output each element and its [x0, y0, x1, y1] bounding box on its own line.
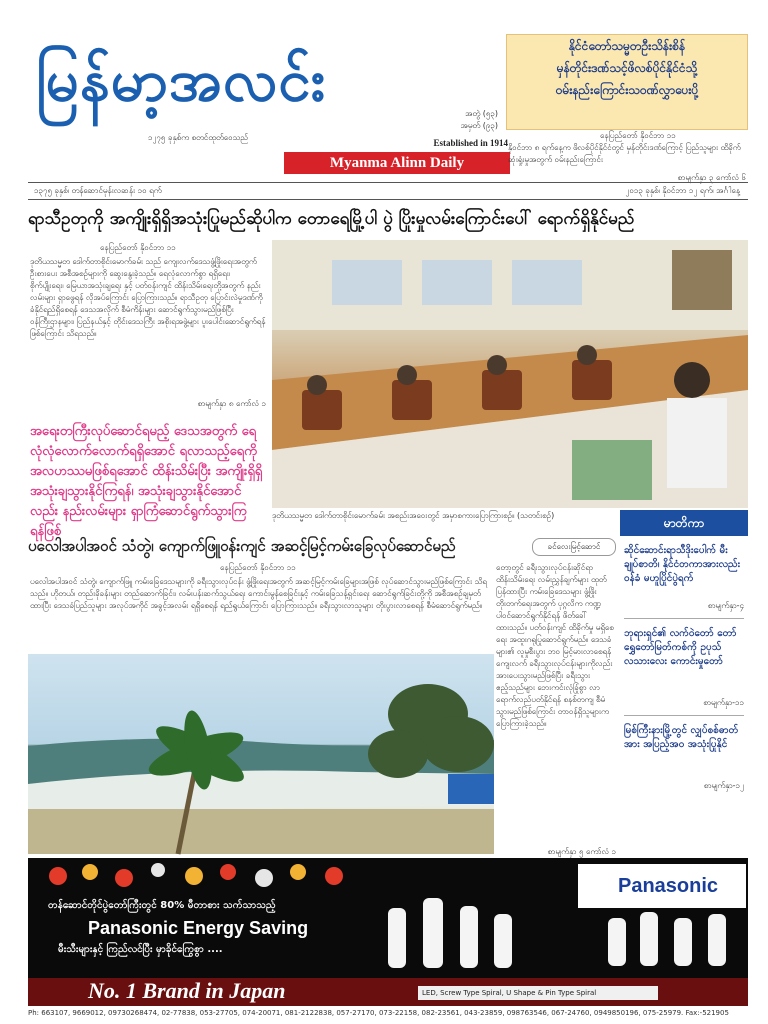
contents-sidebar: [620, 510, 748, 854]
promo-line-3: ဝမ်းနည်းကြောင်းသဝဏ်လွှာပေးပို့: [555, 83, 699, 97]
ad-slogan: No. 1 Brand in Japan: [88, 978, 286, 1003]
beach-photo: [28, 654, 494, 854]
second-byline: နေပြည်တော် နိုဝင်ဘာ ၁၁: [220, 563, 296, 572]
second-body-text: ပလေါအပါအဝင် သံတွဲ၊ ကျောက်ဖြူ ကမ်းခြေဒေသများကို ခရီးသွားလုပ်ငန်း ဖွံ့ဖြိုးရေးအတွက် အဆင့်မြင့်ကမ်းခြေများအဖြစ် လုပ်ဆောင်သွားမည်ဖြစ်ကြောင်း သိရသည်။ ဟိုတယ်၊ တည်းခိုခန်းများ တည်ဆောက်ခြင်း၊ လမ်းပန်းဆက်သွယ်ရေး ကောင်းမွန်စေခြင်းနှင့် ကမ်းခြေသန့်ရှင်းရေး ဆောင်ရွက်ခြင်းတို့ကို အစီအစဉ်ချမှတ်ထားပြီး ဒေသခံပြည်သူများ အလုပ်အကိုင် အခွင့်အလမ်း ရရှိစေရန် ရည်ရွယ်ကြောင်း ပြောကြားသည်။ ခရီးသွားလာသူများ တိုးပွားလာစေရန် စီမံဆောင်ရွက်မည်။: [30, 577, 487, 610]
meeting-photo-caption: ဒုတိယသမ္မတ ဒေါက်တာစိုင်းမောက်ခမ်း အစည်းအဝေးတွင် အမှာစကားပြောကြားစဉ်။ (သတင်းစဉ်): [272, 511, 555, 520]
contents-item-title: ဆိုင်ဆောင်းရာသီဒိုးပေါက် မီးချုပ်စာတိ၊ နိုင်ငံတကာအားလည်း ဝန်ခံ မဟူပြိုင်ပွဲရက်: [624, 545, 741, 584]
masthead-title: မြန်မာ့အလင်း: [36, 46, 327, 114]
ad-brand-logo: Panasonic: [618, 875, 719, 897]
ad-product-note: LED, Screw Type Spiral, U Shape & Pin Type Spiral: [422, 989, 597, 997]
promo-line-2: မှန်တိုင်းဒဏ်သင့်ဖိလစ်ပိုင်နိုင်ငံသို့: [556, 61, 698, 75]
main-headline: ရာသီဥတုကို အကျိုးရှိရှိအသုံးပြုမည်ဆိုပါက တောရေမြို့ပါ ပွဲ ပြိုးမှုလမ်းကြောင်းပေါ် ရောက်ရှိနိုင်မည်: [28, 209, 635, 229]
contents-item-ref: စာမျက်နှာ-၄: [707, 601, 744, 610]
contents-item[interactable]: [620, 619, 748, 709]
meeting-scene: [272, 240, 748, 508]
volume-number: အတွဲ (၅၃): [465, 109, 498, 118]
masthead-divider: [28, 182, 748, 183]
main-pullquote: အရေးတကြီးလုပ်ဆောင်ရမည့် ဒေသအတွက် ရေ လုံလုံလောက်လောက်ရရှိအောင် ရလာသည့်ရေကို အလဟဿမဖြစ်ရအောင် ထိန်းသိမ်းပြီး အကျိုးရှိရှိ အသုံးချသွားနိုင်ကြရန်၊ အသုံးချသွားနိုင်အောင်လည်း နည်းလမ်းများ ရှာကြံဆောင်ရွက်သွားကြရန်ဖြစ်: [30, 424, 263, 539]
contents-item-ref: စာမျက်နှာ-၁၂: [703, 781, 744, 790]
second-reporter-tag: ခင်လေးမြင့်ဆောင်: [532, 538, 616, 556]
ad-line-1: တန်ဆောင်တိုင်ပွဲတော်ကြီးတွင် 80% မီတာစား သက်သာသည့်: [48, 900, 276, 911]
issue-number: အမှတ် (၉၃): [460, 121, 498, 130]
promo-line-1: နိုင်ငံတော်သမ္မတဦးသိန်းစိန်: [568, 39, 686, 53]
panasonic-ad: [28, 858, 748, 1006]
contents-label: မာတိကာ: [620, 510, 748, 536]
main-body-text: ဒုတိယသမ္မတ ဒေါက်တာစိုင်းမောက်ခမ်း သည် ကျေးလက်ဒေသဖွံ့ဖြိုးရေးအတွက် ဦးစားပေး အစီအစဉ်များကို ဆွေးနွေးခဲ့သည်။ ရေလုံလောက်စွာ ရရှိရေး၊ စိုက်ပျိုးရေး၊ မြေယာအသုံးချရေး နှင့် ပတ်ဝန်းကျင် ထိန်းသိမ်းရေးတို့အတွက် နည်းလမ်းများ ရှာဖွေရန် လိုအပ်ကြောင်း ပြောကြားသည်။ ရာသီဥတု ပြောင်းလဲမှုဒဏ်ကို ခံနိုင်ရည်ရှိစေရန် ဒေသအလိုက် စီမံကိန်းများ ဆောင်ရွက်သွားမည်ဖြစ်ပြီး ဝန်ကြီးဌာနများ၊ ပြည်နယ်နှင့် တိုင်းဒေသကြီး အစိုးရအဖွဲ့များ ပူးပေါင်းဆောင်ရွက်ရန် ဖြစ်ကြောင်း သိရသည်။: [30, 257, 266, 338]
established-year: Established in 1914: [433, 138, 508, 148]
main-ref: စာမျက်နှာ ၈ ကော်လံ ၁: [197, 399, 266, 408]
promo-byline: နေပြည်တော် နိုဝင်ဘာ ၁၁: [600, 131, 676, 140]
second-headline: ပလေါအပါအဝင် သံတွဲ၊ ကျောက်ဖြူဝန်းကျင် အဆင့်မြင့်ကမ်းခြေလုပ်ဆောင်မည်: [28, 537, 456, 555]
masthead-english-name: Myanma Alinn Daily: [284, 152, 510, 174]
contents-item[interactable]: [620, 716, 748, 792]
contents-item-title: ဘုရားရှင်၏ လက်ဝဲတော် တော်ရွှေတော်မြတ်ကစ်ကို ဥပုသ်လသားလေး ကောင်းမှုတော်: [624, 628, 737, 667]
promo-body: နိုဝင်ဘာ ၈ ရက်နေ့က ဖိလစ်ပိုင်နိုင်ငံတွင် မှန်တိုင်းဒဏ်ကြောင့် ပြည်သူများ ထိခိုက်ဆုံးရှုံးမှုအတွက် ဝမ်းနည်းကြောင်း: [508, 143, 741, 164]
meeting-photo: [272, 240, 748, 508]
contents-item-ref: စာမျက်နှာ-၁၁: [703, 698, 744, 707]
contents-item-title: မြစ်ကြီးနားမြို့တွင် လျှပ်စစ်ဓာတ်အား အပြည့်အဝ အသုံးပြုနိုင်: [624, 725, 739, 750]
main-byline: နေပြည်တော် နိုဝင်ဘာ ၁၁: [100, 243, 176, 252]
ad-line-3: မီးသီးများနှင့် ကြည်လင်ပြီး မှာခိုင်ကြွေစွာ ....: [58, 944, 223, 955]
beach-scene: [28, 654, 494, 854]
ad-energy-saving: Panasonic Energy Saving: [88, 918, 309, 938]
promo-ref: စာမျက်နှာ ၃ ကော်လံ ၆: [677, 173, 746, 182]
second-ref: စာမျက်နှာ ၅ ကော်လံ ၁: [547, 847, 616, 856]
promo-box: [506, 34, 748, 130]
masthead-subtitle: ၁၂၇၅ ခုနှစ်က စတင်ထုတ်ဝေသည်: [148, 133, 249, 142]
second-body-column: တော့တွင် ခရီးသွားလုပ်ငန်းဆိုင်ရာ ထိန်းသိမ်းရေး လမ်းညွှန်ချက်များ ထုတ်ပြန်ထားပြီး ကမ်းခြေဒေသများ ဖွံ့ဖြိုးတိုးတက်ရေးအတွက် ပုဂ္ဂလိက ကဏ္ဍ ပါဝင်ဆောင်ရွက်နိုင်ရန် ဖိတ်ခေါ်ထားသည်။ ပတ်ဝန်းကျင် ထိခိုက်မှု မရှိစေရေး အထူးဂရုပြုဆောင်ရွက်မည်။ ဒေသခံများ၏ လူမှုစီးပွား ဘဝ မြင့်မားလာစေရန် ကျေးလက် ခရီးသွားလုပ်ငန်းများကိုလည်း အားပေးသွားမည်ဖြစ်ပြီး ခရီးသွားဧည့်သည်များ ဘေးကင်းလုံခြုံစွာ လာရောက်လည်ပတ်နိုင်ရန် စနစ်တကျ စီမံသွားမည်ဖြစ်ကြောင်း တာဝန်ရှိသူများက ပြောကြားခဲ့သည်။: [496, 563, 614, 728]
date-divider: [28, 199, 748, 200]
date-gregorian: ၂၀၁၃ ခုနှစ်၊ နိုဝင်ဘာ ၁၂ ရက်၊ အင်္ဂါနေ့: [625, 186, 740, 195]
footer-phones: Ph: 663107, 9669012, 09730268474, 02-77838, 053-27705, 074-20071, 081-2122838, 057-27170, 073-22158, 082-23561, 043-23859, 098763546, 067-24760, 0949850196, 075-25979. Fax:-521905: [28, 1009, 729, 1017]
date-myanmar: ၁၃၇၅ ခုနှစ်၊ တန်ဆောင်မုန်းလဆန်း ၁၀ ရက်: [34, 186, 162, 195]
contents-item[interactable]: [620, 536, 748, 612]
